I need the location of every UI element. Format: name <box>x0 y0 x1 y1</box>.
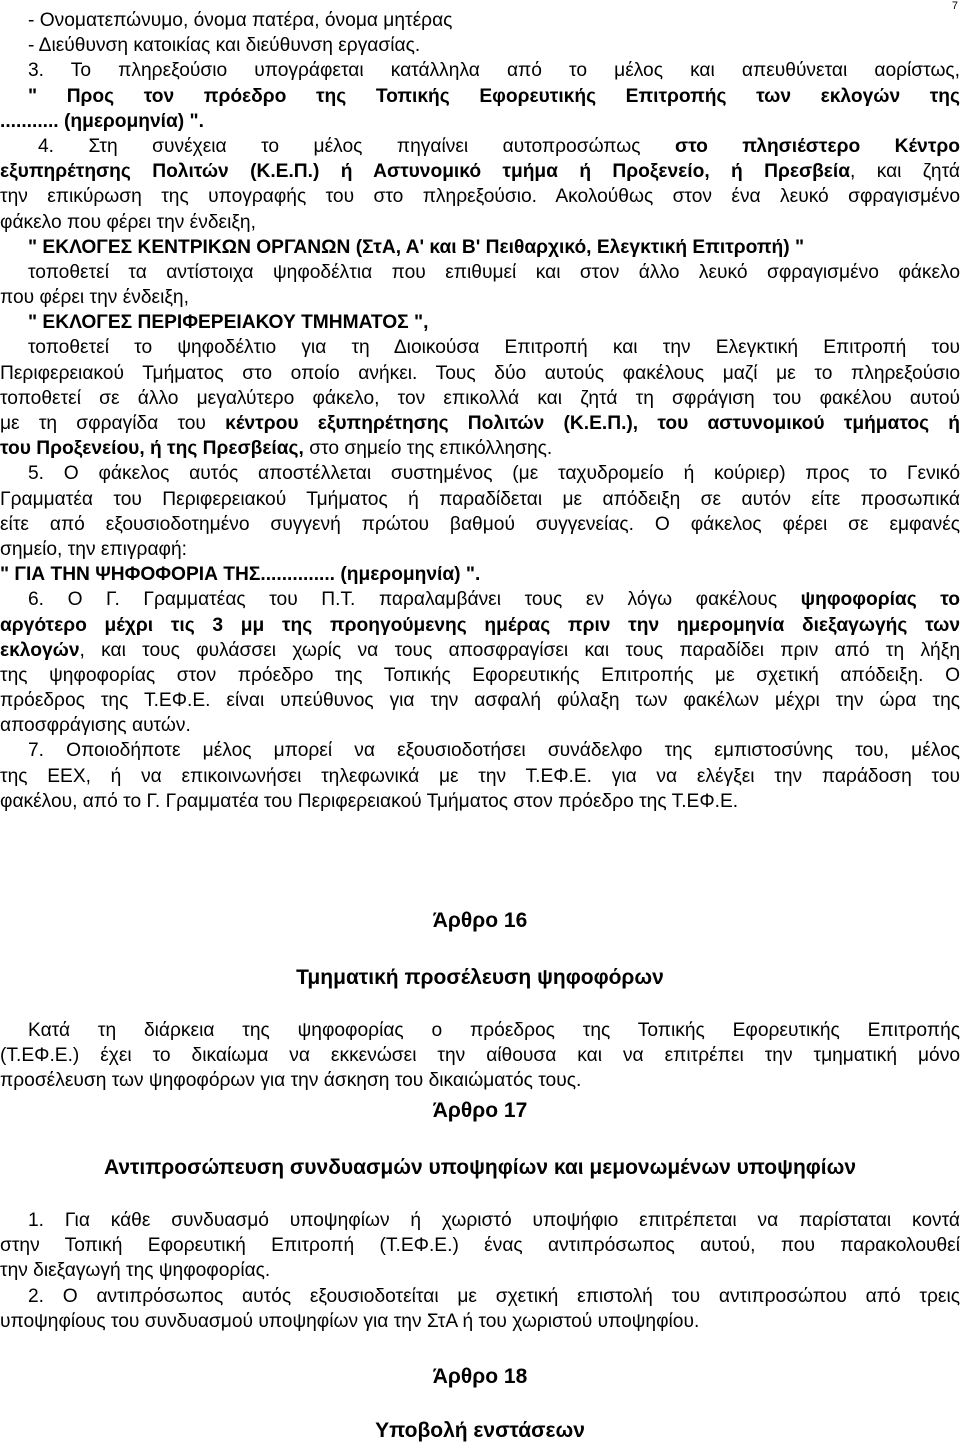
text-line: προσέλευση των ψηφοφόρων για την άσκηση του δικαιώματός τους. <box>0 1070 582 1092</box>
text-line: υποψηφίους του συνδυασμού υποψηφίων για την ΣτΑ ή του χωριστού υποψηφίου. <box>0 1310 700 1332</box>
text-run: 4. Στη συνέχεια το μέλος πηγαίνει αυτοπροσώπως <box>38 135 675 157</box>
text-run-bold: κέντρου εξυπηρέτησης Πολιτών (Κ.Ε.Π.), του αστυνομικού τμήματος ή <box>225 413 960 434</box>
text-run-bold: εκλογών <box>0 639 80 661</box>
text-line <box>0 411 960 436</box>
text-line: της ψηφοφορίας στον πρόεδρο της Τοπικής Εφορευτικής Επιτροπής με σχετική απόδειξη. Ο <box>0 664 960 686</box>
text-line <box>0 436 960 461</box>
text-line: " ΓΙΑ ΤΗΝ ΨΗΦΟΦΟΡΙΑ ΤΗΣ.............. (ημερομηνία) ". <box>0 564 481 586</box>
text-run-bold: στο πλησιέστερο Κέντρο <box>674 135 960 157</box>
text-line: 1. Για κάθε συνδυασμό υποψηφίων ή χωριστό υποψήφιο επιτρέπεται να παρίσταται κοντά <box>28 1210 960 1231</box>
text-line <box>0 587 960 612</box>
text-run: με τη σφραγίδα του <box>0 413 226 434</box>
text-run-bold: του Προξενείου, ή της Πρεσβείας, <box>0 438 304 460</box>
text-line: της ΕΕΧ, ή να επικοινωνήσει τηλεφωνικά με την Τ.ΕΦ.Ε. για να ελέγξει την παράδοση του <box>0 765 960 787</box>
text-line: " Προς τον πρόεδρο της Τοπικής Εφορευτικής Επιτροπής των εκλογών της <box>28 85 960 107</box>
text-run: στο σημείο της επικόλλησης. <box>303 438 553 460</box>
text-line: " ΕΚΛΟΓΕΣ ΚΕΝΤΡΙΚΩΝ ΟΡΓΑΝΩΝ (ΣτΑ, Α' και Β' Πειθαρχικό, Ελεγκτική Επιτροπή) " <box>28 236 805 258</box>
text-line: είτε από εξουσιοδοτημένο συγγενή πρώτου βαθμού συγγενείας. Ο φάκελος φέρει σε εμφανές <box>0 513 960 535</box>
text-line: Γραμματέα του Περιφερειακού Τμήματος ή παραδίδεται με απόδειξη σε αυτόν είτε προσωπικά <box>0 488 960 510</box>
text-line: (Τ.ΕΦ.Ε.) έχει το δικαίωμα να εκκενώσει την αίθουσα και να επιτρέπει την τμηματική μόνο <box>0 1045 960 1067</box>
article-16-body <box>0 1018 960 1094</box>
text-line: την επικύρωση της υπογραφής του στο πληρεξούσιο. Ακολούθως στον ένα λευκό σφραγισμένο <box>0 186 960 208</box>
text-line: " ΕΚΛΟΓΕΣ ΠΕΡΙΦΕΡΕΙΑΚΟΥ ΤΜΗΜΑΤΟΣ ", <box>28 312 429 334</box>
text-line: 3. Το πληρεξούσιο υπογράφεται κατάλληλα από το μέλος και απευθύνεται αορίστως, <box>28 60 960 82</box>
text-run: 6. Ο Γ. Γραμματέας του Π.Τ. παραλαμβάνει τους εν λόγω φακέλους <box>28 589 801 611</box>
text-run-bold: ψηφοφορίας το <box>800 589 960 611</box>
article-17-title: Αντιπροσώπευση συνδυασμών υποψηφίων και μεμονωμένων υποψηφίων <box>103 1156 857 1179</box>
text-line: Κατά τη διάρκεια της ψηφοφορίας ο πρόεδρος της Τοπικής Εφορευτικής Επιτροπής <box>28 1020 960 1041</box>
text-line: σημείο, την επιγραφή: <box>0 538 187 560</box>
text-line: - Ονοματεπώνυμο, όνομα πατέρα, όνομα μητέρας <box>28 10 453 31</box>
text-line: αποσφράγισης αυτών. <box>0 715 191 737</box>
text-line: την διεξαγωγή της ψηφοφορίας. <box>0 1260 271 1282</box>
article-16-number: Άρθρο 16 <box>432 909 528 932</box>
text-run-bold: εξυπηρέτησης Πολιτών (Κ.Ε.Π.) ή Αστυνομικό τμήμα ή Προξενείο, ή Πρεσβεία <box>0 161 851 183</box>
article-17-body <box>0 1208 960 1334</box>
text-line: αργότερο μέχρι τις 3 μμ της προηγούμενης ημέρας πριν την ημερομηνία διεξαγωγής των <box>0 614 960 636</box>
article-18-title: Υποβολή ενστάσεων <box>375 1419 585 1442</box>
text-line: που φέρει την ένδειξη, <box>0 287 189 309</box>
text-line: τοποθετεί σε άλλο μεγαλύτερο φάκελο, τον επικολλά και ζητά τη σφράγιση του φακέλου αυτού <box>0 387 960 409</box>
article-18-number: Άρθρο 18 <box>432 1365 528 1388</box>
text-line: τοποθετεί τα αντίστοιχα ψηφοδέλτια που επιθυμεί και στον άλλο λευκό σφραγισμένο φάκελο <box>28 261 960 283</box>
text-line: 5. Ο φάκελος αυτός αποστέλλεται συστημένος (με ταχυδρομείο ή κούριερ) προς το Γενικό <box>28 463 960 485</box>
text-line: στην Τοπική Εφορευτική Επιτροπή (Τ.ΕΦ.Ε.) ένας αντιπρόσωπος αυτού, που παρακολουθεί <box>0 1235 960 1257</box>
text-line <box>0 159 960 184</box>
text-line <box>0 134 960 159</box>
text-line: τοποθετεί το ψηφοδέλτιο για τη Διοικούσα Επιτροπή και την Ελεγκτική Επιτροπή του <box>28 337 960 359</box>
article-17-number: Άρθρο 17 <box>432 1099 528 1122</box>
text-line: ........... (ημερομηνία) ". <box>0 110 204 132</box>
text-line: πρόεδρος της Τ.ΕΦ.Ε. είναι υπεύθυνος για την ασφαλή φύλαξη των φακέλων μέχρι την ώρα της <box>0 690 960 712</box>
text-run: , και τους φυλάσσει χωρίς να τους αποσφραγίσει και τους παραδίδει πριν από τη λήξη <box>79 639 960 661</box>
text-line: Περιφερειακού Τμήματος στο οποίο ανήκει. Τους δύο αυτούς φακέλους μαζί με το πληρεξούσιο <box>0 362 960 384</box>
page-number: 7 <box>951 0 958 12</box>
text-line: 7. Οποιοδήποτε μέλος μπορεί να εξουσιοδοτήσει συνάδελφο της εμπιστοσύνης του, μέλος <box>28 740 960 762</box>
text-line: - Διεύθυνση κατοικίας και διεύθυνση εργασίας. <box>28 35 421 57</box>
text-line: φακέλου, από το Γ. Γραμματέα του Περιφερειακού Τμήματος στον πρόεδρο της Τ.ΕΦ.Ε. <box>0 790 739 812</box>
article-16-title: Τμηματική προσέλευση ψηφοφόρων <box>296 966 664 989</box>
text-line: 2. Ο αντιπρόσωπος αυτός εξουσιοδοτείται με σχετική επιστολή του αντιπροσώπου από τρεις <box>28 1285 960 1307</box>
top-section <box>0 8 960 814</box>
text-line: φάκελο που φέρει την ένδειξη, <box>0 211 256 233</box>
text-run: , και ζητά <box>850 161 960 183</box>
text-line <box>0 638 960 663</box>
